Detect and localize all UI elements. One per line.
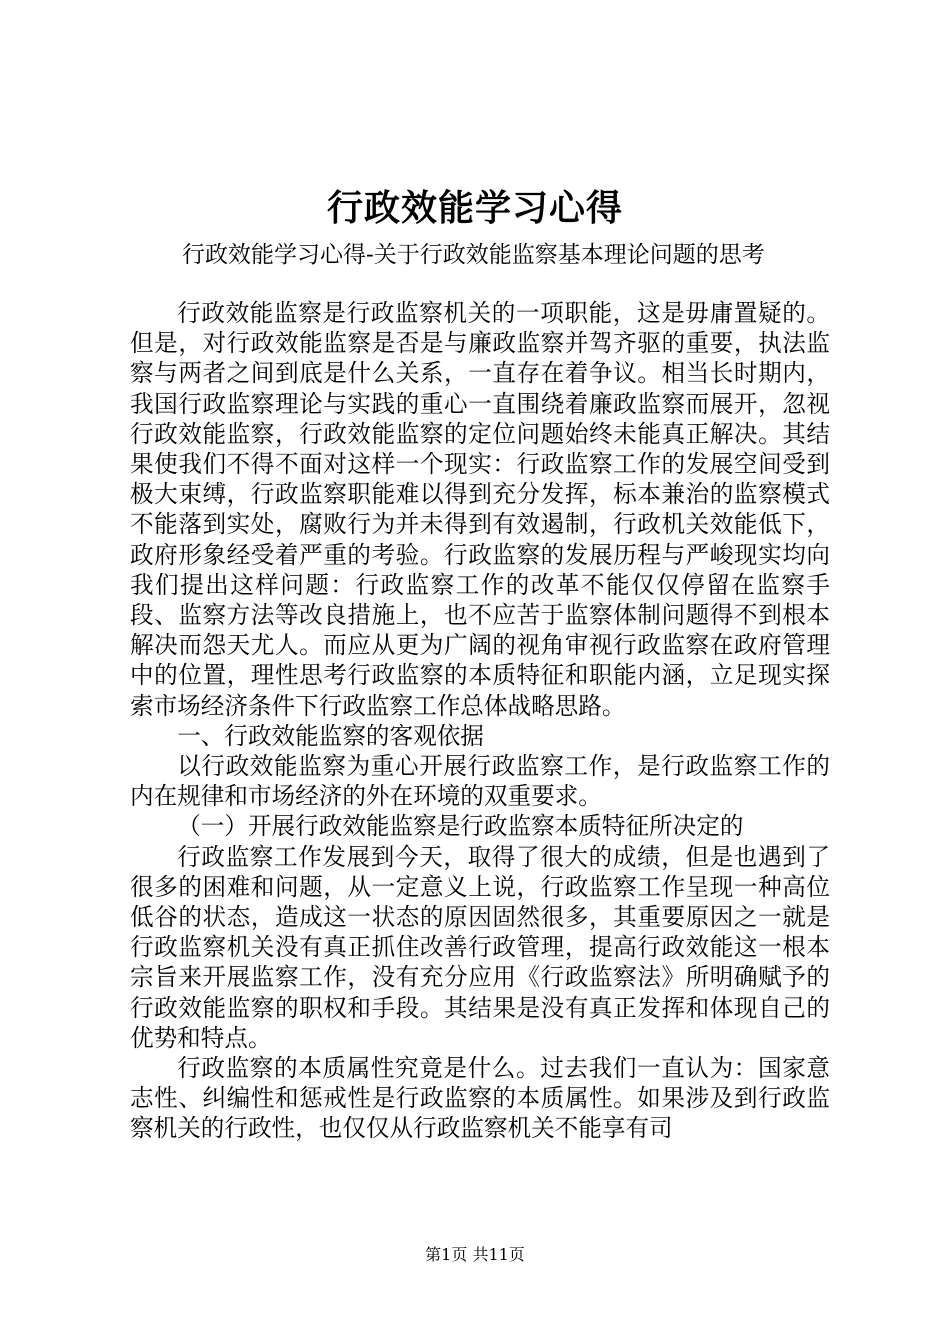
page-footer: 第1页 共11页 bbox=[425, 1245, 525, 1264]
subsection-heading: （一）开展行政效能监察是行政监察本质特征所决定的 bbox=[177, 812, 744, 841]
document-body bbox=[130, 298, 830, 1144]
paragraph: 以行政效能监察为重心开展行政监察工作，是行政监察工作的内在规律和市场经济的外在环境的双重要求。 bbox=[130, 752, 830, 811]
paragraph: 行政效能监察是行政监察机关的一项职能，这是毋庸置疑的。但是，对行政效能监察是否是与廉政监察并驾齐驱的重要，执法监察与两者之间到底是什么关系，一直存在着争议。相当长时期内，我国行政监察理论与实践的重心一直围绕着廉政监察而展开，忽视行政效能监察，行政效能监察的定位问题始终未能真正解决。其结果使我们不得不面对这样一个现实：行政监察工作的发展空间受到极大束缚，行政监察职能难以得到充分发挥，标本兼治的监察模式不能落到实处，腐败行为并未得到有效遏制，行政机关效能低下，政府形象经受着严重的考验。行政监察的发展历程与严峻现实均向我们提出这样问题：行政监察工作的改革不能仅仅停留在监察手段、监察方法等改良措施上，也不应苦于监察体制问题得不到根本解决而怨天尤人。而应从更为广阔的视角审视行政监察在政府管理中的位置，理性思考行政监察的本质特征和职能内涵，立足现实探索市场经济条件下行政监察工作总体战略思路。 bbox=[130, 299, 830, 720]
paragraph: 行政监察的本质属性究竟是什么。过去我们一直认为：国家意志性、纠编性和惩戒性是行政监察的本质属性。如果涉及到行政监察机关的行政性，也仅仅从行政监察机关不能享有司 bbox=[130, 1054, 830, 1143]
document-subtitle: 行政效能学习心得-关于行政效能监察基本理论问题的思考 bbox=[182, 242, 765, 268]
paragraph: 行政监察工作发展到今天，取得了很大的成绩，但是也遇到了很多的困难和问题，从一定意义上说，行政监察工作呈现一种高位低谷的状态，造成这一状态的原因固然很多，其重要原因之一就是行政监察机关没有真正抓住改善行政管理，提高行政效能这一根本宗旨来开展监察工作，没有充分应用《行政监察法》所明确赋予的行政效能监察的职权和手段。其结果是没有真正发挥和体现自己的优势和特点。 bbox=[130, 842, 830, 1052]
section-heading: 一、行政效能监察的客观依据 bbox=[177, 721, 484, 750]
document-title: 行政效能学习心得 bbox=[326, 187, 623, 229]
